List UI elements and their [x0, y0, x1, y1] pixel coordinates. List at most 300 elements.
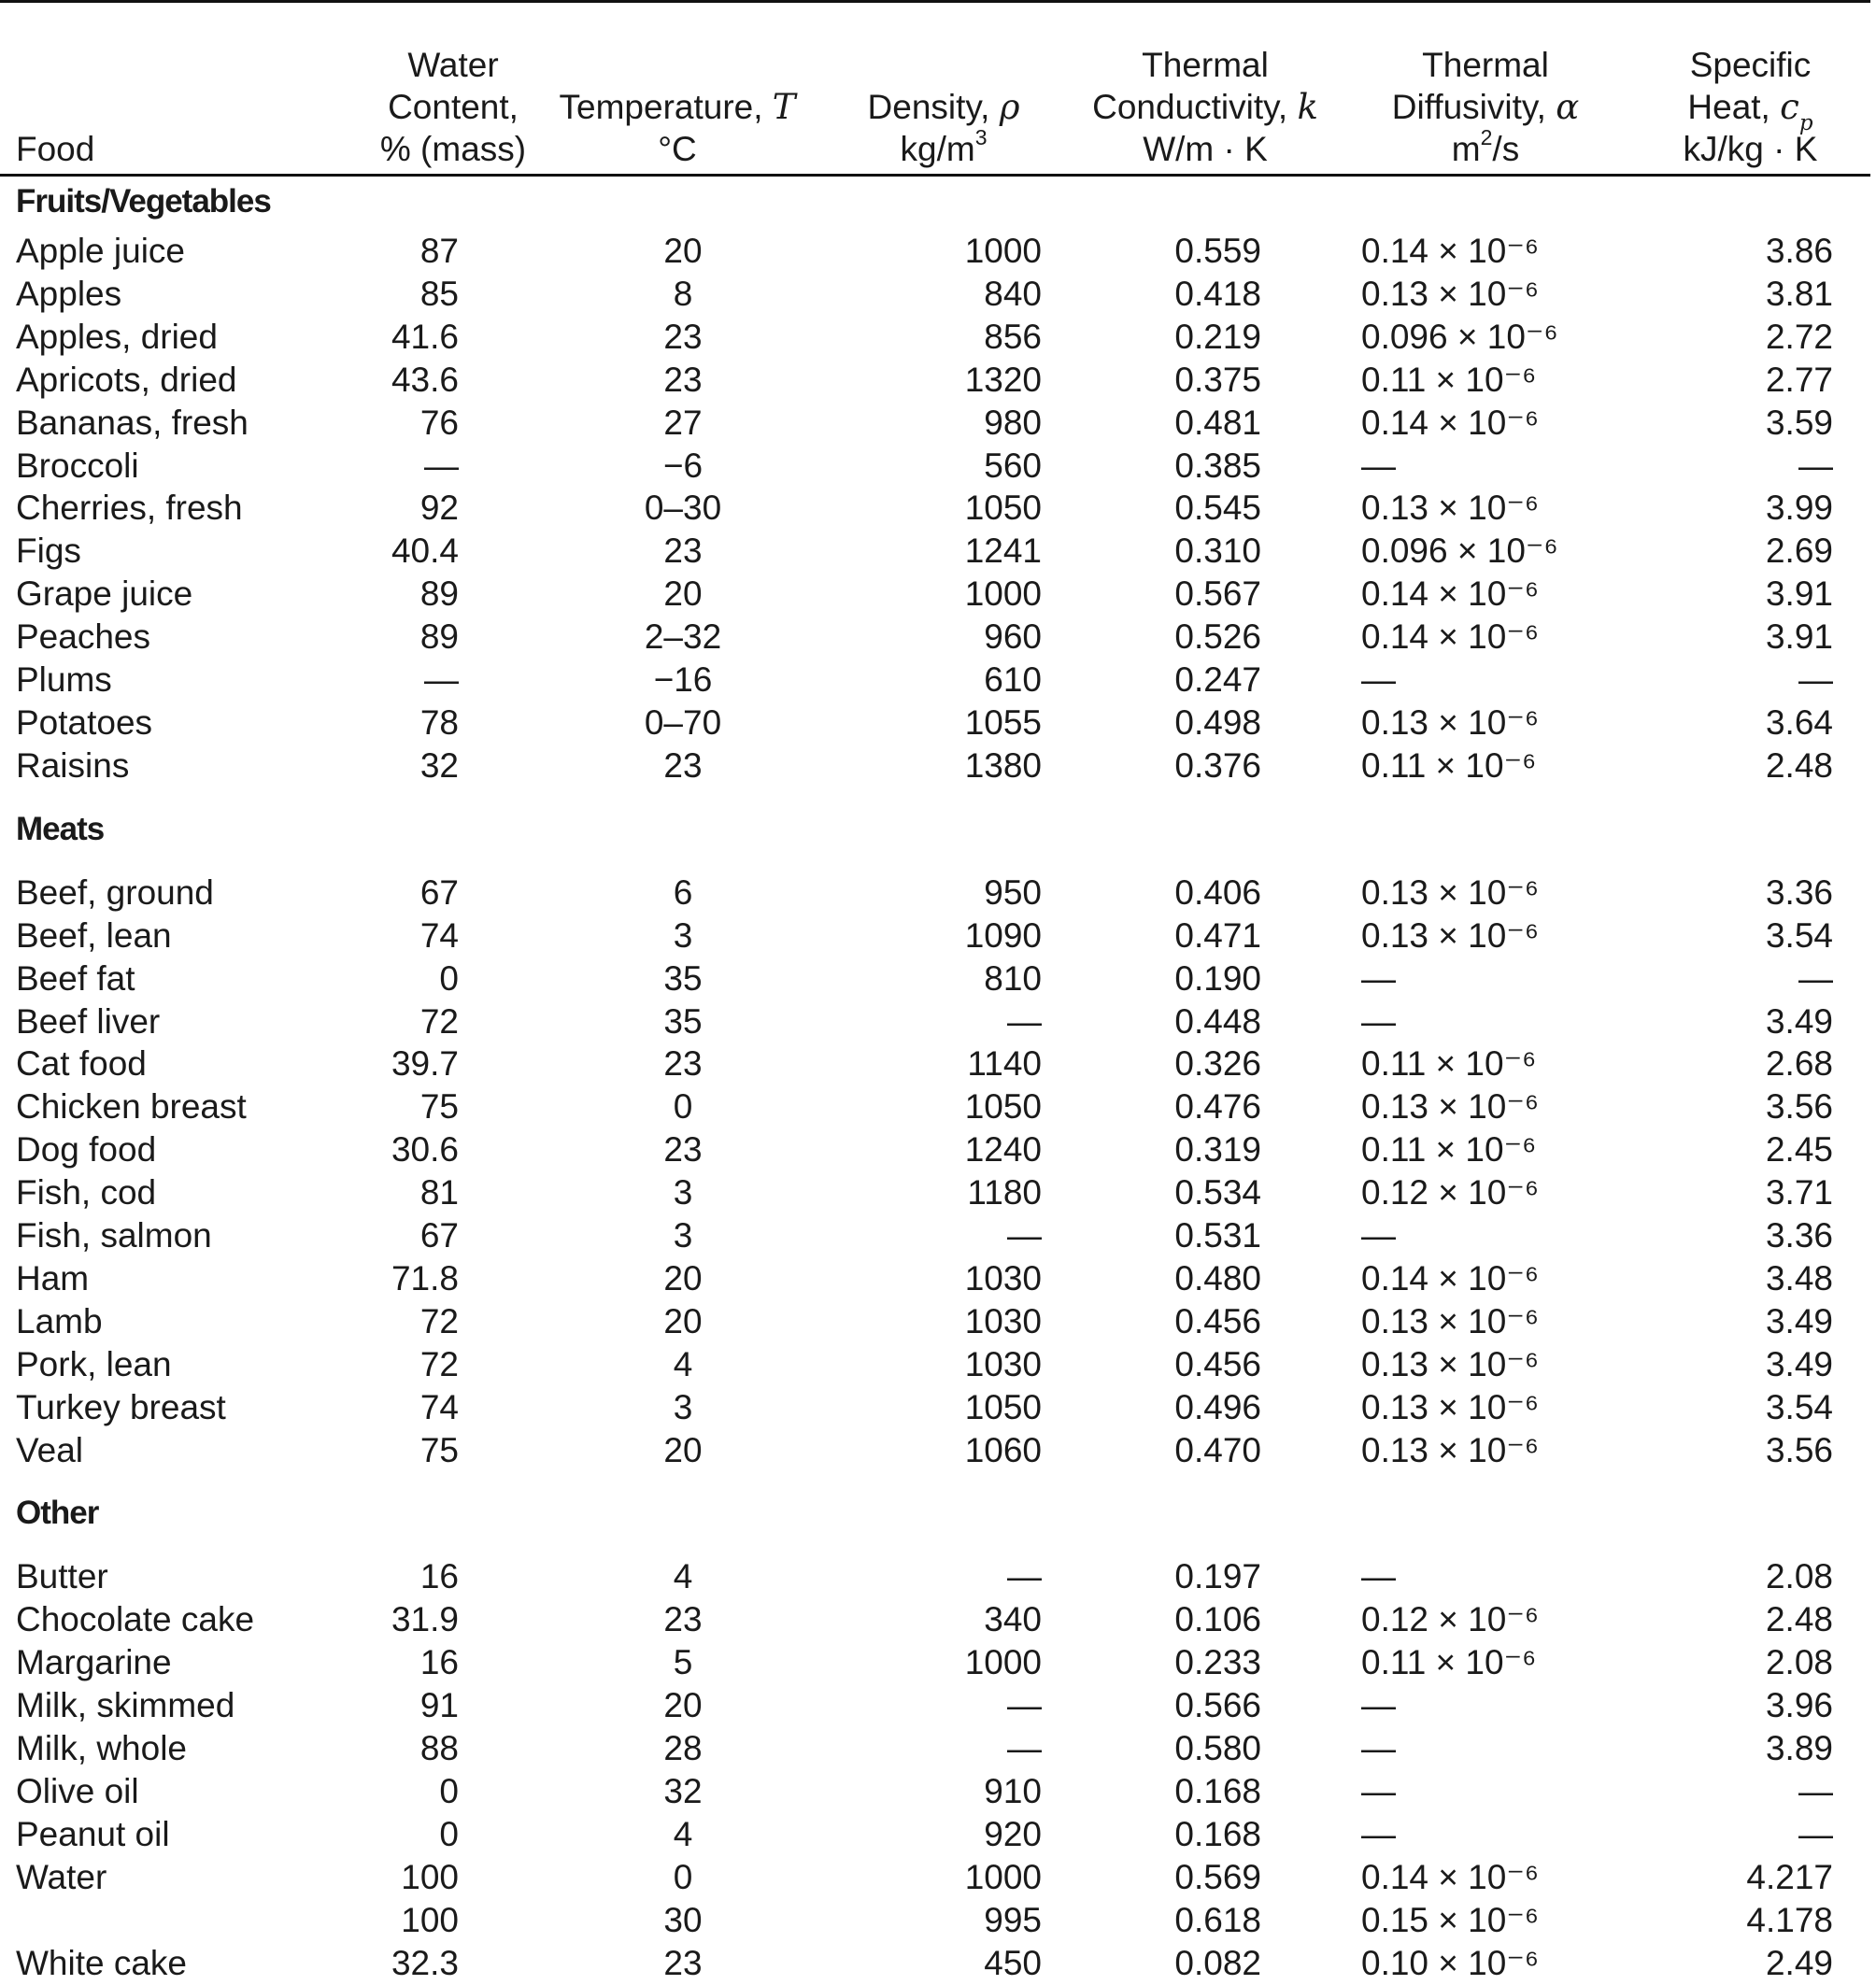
conductivity-cell: 0.567 — [1174, 574, 1261, 614]
specific-heat-cell: 3.36 — [1765, 872, 1833, 912]
diffusivity-cell: 0.11 × 10⁻⁶ — [1361, 1044, 1537, 1084]
conductivity-cell: 0.219 — [1174, 317, 1261, 356]
temperature-cell: −6 — [662, 446, 704, 485]
diffusivity-cell: 0.13 × 10⁻⁶ — [1361, 915, 1540, 955]
conductivity-cell: 0.106 — [1174, 1600, 1261, 1639]
density-cell: 1380 — [964, 745, 1042, 785]
section-heading-row — [0, 787, 1870, 872]
specific-heat-cell: 3.56 — [1765, 1430, 1833, 1469]
diffusivity-cell: 0.12 × 10⁻⁶ — [1361, 1173, 1540, 1212]
table-row — [0, 402, 1870, 445]
specific-heat-cell: 3.91 — [1765, 574, 1833, 614]
temperature-cell: 20 — [663, 574, 703, 614]
diffusivity-cell: 0.13 × 10⁻⁶ — [1361, 1087, 1540, 1127]
density-cell: 1060 — [964, 1430, 1042, 1469]
section-title: Other — [16, 1495, 99, 1532]
water-content-cell: 67 — [419, 1216, 459, 1255]
header-temperature: Temperature, T °C — [559, 87, 796, 168]
temperature-cell: 23 — [663, 1130, 703, 1170]
table-row — [0, 273, 1870, 316]
temperature-cell: 35 — [663, 1001, 703, 1041]
conductivity-cell: 0.197 — [1174, 1557, 1261, 1596]
density-cell: 995 — [984, 1900, 1042, 1939]
water-content-cell: 89 — [419, 574, 459, 614]
density-cell: 1050 — [964, 1087, 1042, 1127]
specific-heat-cell: 2.08 — [1765, 1557, 1833, 1596]
table-row — [0, 573, 1870, 616]
water-content-cell: 40.4 — [391, 532, 459, 571]
conductivity-cell: 0.569 — [1174, 1857, 1261, 1896]
table-header — [0, 0, 1870, 174]
specific-heat-cell: 3.49 — [1765, 1001, 1833, 1041]
table-row — [0, 1386, 1870, 1429]
temperature-cell: 0 — [673, 1857, 693, 1896]
conductivity-cell: 0.406 — [1174, 872, 1261, 912]
table-row — [0, 1641, 1870, 1684]
specific-heat-cell: 2.77 — [1765, 360, 1833, 399]
food-cell — [0, 1899, 369, 1942]
specific-heat-cell: 2.48 — [1765, 745, 1833, 785]
table-body — [0, 174, 1870, 1985]
water-content-cell: 16 — [419, 1557, 459, 1596]
food-cell: White cake — [16, 1943, 188, 1982]
density-cell: 1000 — [964, 1857, 1042, 1896]
diffusivity-cell: — — [1361, 1686, 1396, 1725]
food-cell: Potatoes — [16, 702, 153, 742]
table-row — [0, 702, 1870, 744]
diffusivity-cell: — — [1361, 1216, 1396, 1255]
density-cell: 610 — [984, 660, 1042, 700]
diffusivity-cell: 0.13 × 10⁻⁶ — [1361, 1301, 1540, 1340]
water-content-cell: 31.9 — [391, 1600, 459, 1639]
conductivity-cell: 0.448 — [1174, 1001, 1261, 1041]
header-thermal-conductivity: Thermal Conductivity, k W/m · K — [1092, 46, 1318, 168]
temperature-cell: 3 — [673, 915, 693, 955]
water-content-cell: 81 — [419, 1173, 459, 1212]
specific-heat-cell: 2.69 — [1765, 532, 1833, 571]
food-cell: Peaches — [16, 617, 150, 657]
food-cell: Dog food — [16, 1130, 157, 1170]
water-content-cell: 41.6 — [391, 317, 459, 356]
header-food: Food — [16, 130, 95, 168]
temperature-cell: 8 — [673, 274, 693, 313]
density-cell: — — [1007, 1729, 1042, 1768]
specific-heat-cell: 3.89 — [1765, 1729, 1833, 1768]
density-cell: — — [1007, 1001, 1042, 1041]
table-row — [0, 1856, 1870, 1899]
diffusivity-cell: — — [1361, 1814, 1396, 1853]
diffusivity-cell: 0.13 × 10⁻⁶ — [1361, 1387, 1540, 1426]
temperature-cell: 0 — [673, 1087, 693, 1127]
temperature-cell: 32 — [663, 1772, 703, 1810]
diffusivity-cell: 0.13 × 10⁻⁶ — [1361, 489, 1540, 528]
temperature-cell: 6 — [673, 872, 693, 912]
table-row — [0, 915, 1870, 957]
conductivity-cell: 0.531 — [1174, 1216, 1261, 1255]
table-row — [0, 1727, 1870, 1770]
conductivity-cell: 0.566 — [1174, 1686, 1261, 1725]
table-row — [0, 1171, 1870, 1214]
specific-heat-cell: 3.59 — [1765, 403, 1833, 442]
conductivity-cell: 0.385 — [1174, 446, 1261, 485]
water-content-cell: 72 — [419, 1301, 459, 1340]
water-content-cell: 72 — [419, 1344, 459, 1383]
water-content-cell: 85 — [419, 274, 459, 313]
food-cell: Cherries, fresh — [16, 489, 243, 528]
conductivity-cell: 0.456 — [1174, 1344, 1261, 1383]
diffusivity-cell: — — [1361, 660, 1396, 700]
diffusivity-cell: 0.14 × 10⁻⁶ — [1361, 617, 1540, 657]
food-cell: Fish, salmon — [16, 1216, 212, 1255]
water-content-cell: 43.6 — [391, 360, 459, 399]
water-content-cell: 74 — [419, 1387, 459, 1426]
conductivity-cell: 0.526 — [1174, 617, 1261, 657]
food-cell: Beef fat — [16, 958, 135, 998]
specific-heat-cell: 2.49 — [1765, 1943, 1833, 1982]
density-cell: 1030 — [964, 1301, 1042, 1340]
density-cell: 1000 — [964, 574, 1042, 614]
specific-heat-cell: 3.91 — [1765, 617, 1833, 657]
conductivity-cell: 0.476 — [1174, 1087, 1261, 1127]
diffusivity-cell: 0.11 × 10⁻⁶ — [1361, 360, 1537, 399]
specific-heat-cell: 3.64 — [1765, 702, 1833, 742]
water-content-cell: 30.6 — [391, 1130, 459, 1170]
density-cell: 1140 — [967, 1044, 1042, 1084]
conductivity-cell: 0.481 — [1174, 403, 1261, 442]
table-row — [0, 1000, 1870, 1043]
density-cell: 980 — [984, 403, 1042, 442]
specific-heat-cell: — — [1798, 660, 1833, 700]
conductivity-cell: 0.418 — [1174, 274, 1261, 313]
food-cell: Milk, skimmed — [16, 1686, 235, 1725]
water-content-cell: 100 — [401, 1900, 459, 1939]
food-cell: Milk, whole — [16, 1729, 187, 1768]
temperature-cell: 2–32 — [644, 617, 722, 657]
section-heading-row — [0, 174, 1870, 230]
conductivity-cell: 0.319 — [1174, 1130, 1261, 1170]
food-cell: Lamb — [16, 1301, 103, 1340]
density-cell: 1241 — [964, 532, 1042, 571]
conductivity-cell: 0.082 — [1174, 1943, 1261, 1982]
specific-heat-cell: 3.56 — [1765, 1087, 1833, 1127]
table-row — [0, 1214, 1870, 1257]
density-cell: 1180 — [967, 1173, 1042, 1212]
temperature-cell: 23 — [663, 745, 703, 785]
food-cell: Margarine — [16, 1643, 172, 1682]
temperature-cell: 23 — [663, 360, 703, 399]
density-cell: 856 — [984, 317, 1042, 356]
diffusivity-cell: 0.13 × 10⁻⁶ — [1361, 872, 1540, 912]
header-density: Density, ρ $kg/m^3$ — [867, 87, 1020, 168]
temperature-cell: −16 — [653, 660, 713, 700]
water-content-cell: 32.3 — [391, 1943, 459, 1982]
density-cell: 1000 — [964, 1643, 1042, 1682]
diffusivity-cell: — — [1361, 958, 1396, 998]
temperature-cell: 4 — [673, 1814, 693, 1853]
section-title: Fruits/Vegetables — [16, 183, 271, 220]
diffusivity-cell: 0.14 × 10⁻⁶ — [1361, 1857, 1540, 1896]
conductivity-cell: 0.498 — [1174, 702, 1261, 742]
diffusivity-cell: 0.13 × 10⁻⁶ — [1361, 274, 1540, 313]
table-row — [0, 1257, 1870, 1300]
temperature-cell: 20 — [663, 1430, 703, 1469]
density-cell: 450 — [984, 1943, 1042, 1982]
water-content-cell: 78 — [419, 702, 459, 742]
density-cell: 1320 — [964, 360, 1042, 399]
diffusivity-cell: 0.10 × 10⁻⁶ — [1361, 1943, 1540, 1982]
specific-heat-cell: 3.99 — [1765, 489, 1833, 528]
specific-heat-cell: 3.86 — [1765, 232, 1833, 270]
water-content-cell: 92 — [419, 489, 459, 528]
temperature-cell: 4 — [673, 1557, 693, 1596]
table-row — [0, 1085, 1870, 1128]
specific-heat-cell: — — [1798, 446, 1833, 485]
diffusivity-cell: 0.13 × 10⁻⁶ — [1361, 702, 1540, 742]
density-cell: 1090 — [964, 915, 1042, 955]
specific-heat-cell: 2.45 — [1765, 1130, 1833, 1170]
water-content-cell: 32 — [419, 745, 459, 785]
conductivity-cell: 0.559 — [1174, 232, 1261, 270]
table-row — [0, 1942, 1870, 1985]
table-row — [0, 659, 1870, 702]
conductivity-cell: 0.534 — [1174, 1173, 1261, 1212]
diffusivity-cell: 0.11 × 10⁻⁶ — [1361, 745, 1537, 785]
density-cell: 960 — [984, 617, 1042, 657]
density-cell: 340 — [984, 1600, 1042, 1639]
conductivity-cell: 0.326 — [1174, 1044, 1261, 1084]
diffusivity-cell: 0.14 × 10⁻⁶ — [1361, 403, 1540, 442]
water-content-cell: 39.7 — [391, 1044, 459, 1084]
density-cell: 1030 — [964, 1258, 1042, 1297]
table-row — [0, 1555, 1870, 1598]
table-row — [0, 1770, 1870, 1813]
food-cell: Fish, cod — [16, 1173, 157, 1212]
food-cell: Grape juice — [16, 574, 193, 614]
water-content-cell: 87 — [419, 232, 459, 270]
food-cell: Apricots, dried — [16, 360, 237, 399]
food-cell: Veal — [16, 1430, 84, 1469]
specific-heat-cell: — — [1798, 1814, 1833, 1853]
specific-heat-cell: 3.49 — [1765, 1344, 1833, 1383]
table-row — [0, 957, 1870, 1000]
food-cell: Water — [16, 1857, 107, 1896]
table-row — [0, 316, 1870, 359]
conductivity-cell: 0.247 — [1174, 660, 1261, 700]
specific-heat-cell: 2.72 — [1765, 317, 1833, 356]
table-row — [0, 445, 1870, 488]
diffusivity-cell: 0.12 × 10⁻⁶ — [1361, 1600, 1540, 1639]
water-content-cell: 76 — [419, 403, 459, 442]
diffusivity-cell: 0.096 × 10⁻⁶ — [1361, 317, 1558, 356]
diffusivity-cell: 0.13 × 10⁻⁶ — [1361, 1344, 1540, 1383]
specific-heat-cell: 3.48 — [1765, 1258, 1833, 1297]
density-cell: — — [1007, 1216, 1042, 1255]
temperature-cell: 30 — [663, 1900, 703, 1939]
food-cell: Beef liver — [16, 1001, 161, 1041]
temperature-cell: 23 — [663, 1044, 703, 1084]
section-heading-row — [0, 1471, 1870, 1555]
density-cell: 910 — [984, 1772, 1042, 1810]
temperature-cell: 23 — [663, 1600, 703, 1639]
food-cell: Beef, ground — [16, 872, 214, 912]
food-cell: Figs — [16, 532, 81, 571]
temperature-cell: 27 — [663, 403, 703, 442]
diffusivity-cell: 0.14 × 10⁻⁶ — [1361, 574, 1540, 614]
diffusivity-cell: 0.15 × 10⁻⁶ — [1361, 1900, 1540, 1939]
table-row — [0, 1598, 1870, 1641]
density-cell: — — [1007, 1557, 1042, 1596]
water-content-cell: 0 — [439, 958, 459, 998]
diffusivity-cell: 0.13 × 10⁻⁶ — [1361, 1430, 1540, 1469]
conductivity-cell: 0.480 — [1174, 1258, 1261, 1297]
specific-heat-cell: 3.54 — [1765, 915, 1833, 955]
conductivity-cell: 0.496 — [1174, 1387, 1261, 1426]
conductivity-cell: 0.618 — [1174, 1900, 1261, 1939]
conductivity-cell: 0.190 — [1174, 958, 1261, 998]
specific-heat-cell: 3.71 — [1765, 1173, 1833, 1212]
food-cell: Bananas, fresh — [16, 403, 249, 442]
density-cell: 1030 — [964, 1344, 1042, 1383]
conductivity-cell: 0.233 — [1174, 1643, 1261, 1682]
temperature-cell: 0–30 — [644, 489, 722, 528]
temperature-cell: 23 — [663, 532, 703, 571]
table-row — [0, 1042, 1870, 1085]
diffusivity-cell: — — [1361, 446, 1396, 485]
table-row — [0, 230, 1870, 273]
specific-heat-cell: 3.96 — [1765, 1686, 1833, 1725]
temperature-cell: 0–70 — [644, 702, 722, 742]
food-cell: Olive oil — [16, 1772, 139, 1810]
water-content-cell: 100 — [401, 1857, 459, 1896]
header-specific-heat: Specific Heat, $c_p$ kJ/kg · K — [1683, 46, 1818, 168]
density-cell: 950 — [984, 872, 1042, 912]
food-cell: Apple juice — [16, 232, 186, 270]
temperature-cell: 20 — [663, 1301, 703, 1340]
food-cell: Turkey breast — [16, 1387, 226, 1426]
diffusivity-cell: 0.096 × 10⁻⁶ — [1361, 532, 1558, 571]
water-content-cell: 74 — [419, 915, 459, 955]
conductivity-cell: 0.456 — [1174, 1301, 1261, 1340]
density-cell: — — [1007, 1686, 1042, 1725]
density-cell: 1050 — [964, 489, 1042, 528]
temperature-cell: 20 — [663, 1686, 703, 1725]
temperature-cell: 20 — [663, 1258, 703, 1297]
temperature-cell: 23 — [663, 317, 703, 356]
density-cell: 1000 — [964, 232, 1042, 270]
header-water-content: Water Content, % (mass) — [379, 46, 527, 168]
temperature-cell: 28 — [663, 1729, 703, 1768]
water-content-cell: 0 — [439, 1814, 459, 1853]
table-row — [0, 487, 1870, 530]
diffusivity-cell: — — [1361, 1729, 1396, 1768]
conductivity-cell: 0.168 — [1174, 1814, 1261, 1853]
temperature-cell: 3 — [673, 1387, 693, 1426]
section-title: Meats — [16, 810, 105, 847]
conductivity-cell: 0.580 — [1174, 1729, 1261, 1768]
water-content-cell: 16 — [419, 1643, 459, 1682]
water-content-cell: — — [424, 660, 459, 700]
specific-heat-cell: 4.217 — [1746, 1857, 1833, 1896]
food-cell: Chocolate cake — [16, 1600, 255, 1639]
density-cell: 920 — [984, 1814, 1042, 1853]
conductivity-cell: 0.375 — [1174, 360, 1261, 399]
table-row — [0, 530, 1870, 573]
water-content-cell: 71.8 — [391, 1258, 459, 1297]
food-cell: Apples, dried — [16, 317, 218, 356]
food-cell: Butter — [16, 1557, 108, 1596]
conductivity-cell: 0.310 — [1174, 532, 1261, 571]
density-cell: 810 — [984, 958, 1042, 998]
table-row — [0, 872, 1870, 915]
diffusivity-cell: 0.11 × 10⁻⁶ — [1361, 1130, 1537, 1170]
food-cell: Plums — [16, 660, 112, 700]
water-content-cell: 0 — [439, 1772, 459, 1810]
food-cell: Peanut oil — [16, 1814, 170, 1853]
table-row — [0, 1813, 1870, 1856]
specific-heat-cell: — — [1798, 958, 1833, 998]
diffusivity-cell: 0.11 × 10⁻⁶ — [1361, 1643, 1537, 1682]
density-cell: 1055 — [964, 702, 1042, 742]
temperature-cell: 3 — [673, 1216, 693, 1255]
water-content-cell: 75 — [419, 1087, 459, 1127]
temperature-cell: 3 — [673, 1173, 693, 1212]
table-row — [0, 616, 1870, 659]
diffusivity-cell: — — [1361, 1001, 1396, 1041]
table-row — [0, 744, 1870, 787]
water-content-cell: 67 — [419, 872, 459, 912]
specific-heat-cell: 3.36 — [1765, 1216, 1833, 1255]
food-cell: Beef, lean — [16, 915, 172, 955]
specific-heat-cell: 2.48 — [1765, 1600, 1833, 1639]
food-cell: Raisins — [16, 745, 130, 785]
conductivity-cell: 0.471 — [1174, 915, 1261, 955]
food-cell: Apples — [16, 274, 122, 313]
diffusivity-cell: — — [1361, 1772, 1396, 1810]
specific-heat-cell: 2.68 — [1765, 1044, 1833, 1084]
density-cell: 840 — [984, 274, 1042, 313]
water-content-cell: — — [424, 446, 459, 485]
table-row — [0, 1684, 1870, 1727]
temperature-cell: 20 — [663, 232, 703, 270]
temperature-cell: 5 — [673, 1643, 693, 1682]
water-content-cell: 75 — [419, 1430, 459, 1469]
water-content-cell: 72 — [419, 1001, 459, 1041]
specific-heat-cell: 4.178 — [1746, 1900, 1833, 1939]
temperature-cell: 23 — [663, 1943, 703, 1982]
header-thermal-diffusivity: Thermal Diffusivity, α $m^2/s$ — [1391, 46, 1580, 168]
water-content-cell: 91 — [419, 1686, 459, 1725]
specific-heat-cell: 3.54 — [1765, 1387, 1833, 1426]
table-row — [0, 1899, 1870, 1942]
food-cell: Cat food — [16, 1044, 147, 1084]
water-content-cell: 89 — [419, 617, 459, 657]
specific-heat-cell: — — [1798, 1772, 1833, 1810]
water-content-cell: 88 — [419, 1729, 459, 1768]
diffusivity-cell: 0.14 × 10⁻⁶ — [1361, 1258, 1540, 1297]
food-cell: Ham — [16, 1258, 90, 1297]
specific-heat-cell: 3.81 — [1765, 274, 1833, 313]
table-row — [0, 1300, 1870, 1343]
temperature-cell: 35 — [663, 958, 703, 998]
food-cell: Chicken breast — [16, 1087, 247, 1127]
conductivity-cell: 0.376 — [1174, 745, 1261, 785]
table-row — [0, 359, 1870, 402]
conductivity-cell: 0.470 — [1174, 1430, 1261, 1469]
density-cell: 1050 — [964, 1387, 1042, 1426]
specific-heat-cell: 3.49 — [1765, 1301, 1833, 1340]
diffusivity-cell: — — [1361, 1557, 1396, 1596]
food-cell: Broccoli — [16, 446, 139, 485]
